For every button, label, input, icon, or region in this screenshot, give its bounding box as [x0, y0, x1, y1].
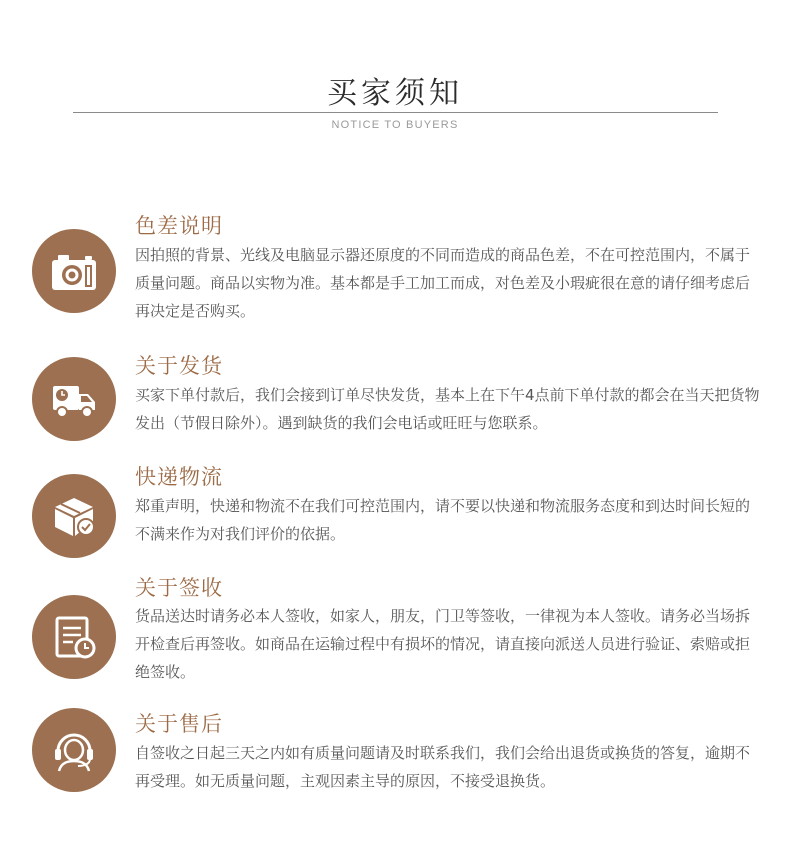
- section-body: 郑重声明，快递和物流不在我们可控范围内，请不要以快递和物流服务态度和到达时间长短的不满来作为对我们评价的依据。: [135, 497, 751, 543]
- section-body: 因拍照的背景、光线及电脑显示器还原度的不同而造成的商品色差，不在可控范围内，不属于质量问题。商品以实物为准。基本都是手工加工而成，对色差及小瑕疵很在意的请仔细考虑后再决定是否购买。: [135, 246, 751, 320]
- section-title: 关于签收: [135, 576, 223, 600]
- section-title: 关于发货: [135, 354, 223, 378]
- page-title: 买家须知: [327, 76, 463, 111]
- section-body: 买家下单付款后，我们会接到订单尽快发货，基本上在下午4点前下单付款的都会在当天把货物发出（节假日除外）。遇到缺货的我们会电话或旺旺与您联系。: [135, 386, 760, 432]
- title-divider: [73, 112, 718, 113]
- section-body: 自签收之日起三天之内如有质量问题请及时联系我们，我们会给出退货或换货的答复，逾期不再受理。如无质量问题，主观因素主导的原因，不接受退换货。: [135, 744, 751, 790]
- delivery-truck-icon: [32, 357, 116, 441]
- camera-icon: [32, 229, 116, 313]
- package-box-icon: [32, 474, 116, 558]
- page-subtitle: NOTICE TO BUYERS: [331, 119, 459, 131]
- section-title: 色差说明: [135, 214, 223, 238]
- section-title: 快递物流: [135, 465, 223, 489]
- section-title: 关于售后: [135, 712, 223, 736]
- customer-service-headset-icon: [32, 708, 116, 792]
- section-body: 货品送达时请务必本人签收，如家人，朋友，门卫等签收，一律视为本人签收。请务必当场拆开检查后再签收。如商品在运输过程中有损坏的情况，请直接向派送人员进行验证、索赔或拒绝签收。: [135, 607, 751, 681]
- document-clock-icon: [32, 595, 116, 679]
